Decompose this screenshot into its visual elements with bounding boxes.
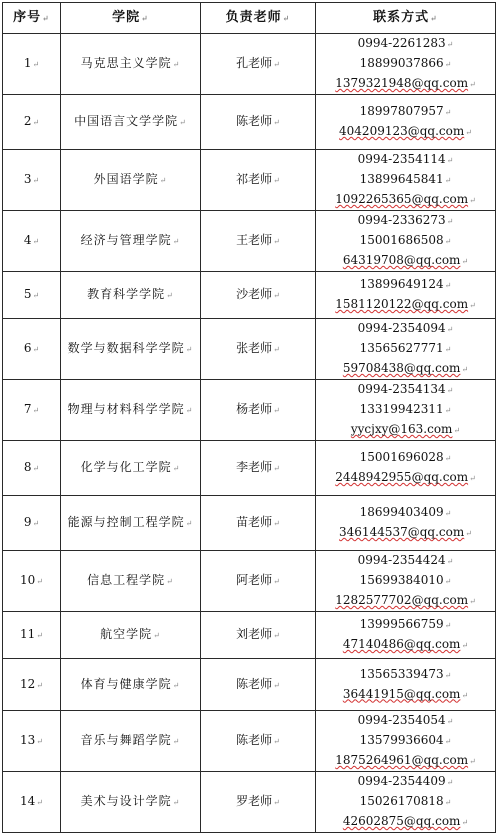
row-index-cell: 9↵ [3, 496, 61, 551]
contact-phone: 0994-2336273↵ [357, 213, 454, 227]
contact-cell [316, 772, 496, 833]
school-name-cell: 美术与设计学院↵ [61, 772, 201, 833]
teacher-name-cell: 李老师↵ [201, 441, 316, 496]
school-name-cell: 教育科学学院↵ [61, 272, 201, 319]
teacher-name-cell: 王老师↵ [201, 211, 316, 272]
contact-email: 404209123@qq.com↵ [339, 124, 472, 138]
table-row [3, 612, 496, 659]
table-row [3, 150, 496, 211]
contact-email: 59708438@qq.com↵ [342, 361, 469, 375]
school-name-cell: 航空学院↵ [61, 612, 201, 659]
contact-cell [316, 34, 496, 95]
contact-email: yycjxy@163.com↵ [350, 422, 461, 436]
header-school: 学院↵ [61, 3, 201, 34]
contact-phone: 13999566759↵ [359, 617, 452, 631]
contact-phone: 13579936604↵ [359, 733, 452, 747]
contact-cell [316, 211, 496, 272]
row-index-cell: 1↵ [3, 34, 61, 95]
contact-phone: 15001686508↵ [359, 233, 452, 247]
table-row [3, 319, 496, 380]
teacher-name-cell: 孔老师↵ [201, 34, 316, 95]
contact-phone: 15026170818↵ [359, 794, 452, 808]
row-index-cell: 14↵ [3, 772, 61, 833]
header-contact: 联系方式↵ [316, 3, 496, 34]
table-row [3, 380, 496, 441]
school-name-cell: 物理与材料科学学院↵ [61, 380, 201, 441]
contacts-table [2, 2, 496, 833]
contact-cell [316, 272, 496, 319]
contact-cell [316, 496, 496, 551]
teacher-name-cell: 刘老师↵ [201, 612, 316, 659]
contact-email: 2448942955@qq.com↵ [335, 470, 476, 484]
school-name-cell: 信息工程学院↵ [61, 551, 201, 612]
contact-cell [316, 711, 496, 772]
contact-cell [316, 95, 496, 150]
contact-email: 36441915@qq.com↵ [342, 686, 469, 701]
contact-phone: 13565627771↵ [359, 341, 452, 355]
table-row [3, 211, 496, 272]
teacher-name-cell: 苗老师↵ [201, 496, 316, 551]
contact-cell [316, 319, 496, 380]
table-row [3, 34, 496, 95]
row-index-cell: 7↵ [3, 380, 61, 441]
school-name-cell: 数学与数据科学学院↵ [61, 319, 201, 380]
row-index-cell: 8↵ [3, 441, 61, 496]
teacher-name-cell: 陈老师↵ [201, 659, 316, 711]
table-row [3, 659, 496, 711]
contact-email: 1875264961@qq.com↵ [335, 753, 476, 767]
table-row [3, 711, 496, 772]
row-index-cell: 3↵ [3, 150, 61, 211]
row-index-cell: 11↵ [3, 612, 61, 659]
contact-email: 1379321948@qq.com↵ [335, 76, 476, 90]
contact-phone: 0994-2354134↵ [357, 382, 454, 396]
contact-phone: 0994-2261283↵ [357, 36, 454, 50]
table-body [3, 34, 496, 833]
school-name-cell: 能源与控制工程学院↵ [61, 496, 201, 551]
teacher-name-cell: 祁老师↵ [201, 150, 316, 211]
contact-phone: 0994-2354094↵ [357, 321, 454, 335]
table-row [3, 772, 496, 833]
contact-phone: 0994-2354114↵ [357, 152, 454, 166]
contact-phone: 0994-2354424↵ [357, 553, 454, 567]
header-teacher: 负责老师↵ [201, 3, 316, 34]
contact-email: 1282577702@qq.com↵ [335, 593, 476, 607]
contact-phone: 15699384010↵ [359, 573, 452, 587]
row-index-cell: 12↵ [3, 659, 61, 711]
contact-phone: 15001696028↵ [359, 450, 452, 464]
teacher-name-cell: 沙老师↵ [201, 272, 316, 319]
row-index-cell: 4↵ [3, 211, 61, 272]
teacher-name-cell: 陈老师↵ [201, 711, 316, 772]
row-index-cell: 10↵ [3, 551, 61, 612]
contact-cell [316, 441, 496, 496]
contact-cell [316, 380, 496, 441]
contact-phone: 18699403409↵ [359, 505, 452, 519]
row-index-cell: 13↵ [3, 711, 61, 772]
school-name-cell: 外国语学院↵ [61, 150, 201, 211]
row-index-cell: 6↵ [3, 319, 61, 380]
contact-cell [316, 659, 496, 711]
contact-email: 42602875@qq.com↵ [342, 814, 469, 828]
teacher-name-cell: 罗老师↵ [201, 772, 316, 833]
table-row [3, 272, 496, 319]
contact-phone: 0994-2354054↵ [357, 713, 454, 727]
table-header-row [3, 3, 496, 34]
contact-phone: 13899649124↵ [359, 277, 452, 291]
contact-cell [316, 551, 496, 612]
contact-phone: 18899037866↵ [359, 56, 452, 70]
school-name-cell: 中国语言文学学院↵ [61, 95, 201, 150]
header-index: 序号↵ [3, 3, 61, 34]
contact-phone: 18997807957↵ [359, 104, 452, 118]
contact-phone: 13899645841↵ [359, 172, 452, 186]
table-row [3, 95, 496, 150]
table-row [3, 496, 496, 551]
teacher-name-cell: 陈老师↵ [201, 95, 316, 150]
table-row [3, 551, 496, 612]
contact-email: 47140486@qq.com↵ [342, 637, 469, 651]
contact-email: 1581120122@qq.com↵ [335, 297, 476, 311]
row-index-cell: 5↵ [3, 272, 61, 319]
contact-phone: 0994-2354409↵ [357, 774, 454, 788]
row-index-cell: 2↵ [3, 95, 61, 150]
contact-email: 346144537@qq.com↵ [339, 525, 472, 539]
teacher-name-cell: 阿老师↵ [201, 551, 316, 612]
school-name-cell: 马克思主义学院↵ [61, 34, 201, 95]
school-name-cell: 经济与管理学院↵ [61, 211, 201, 272]
table-row [3, 441, 496, 496]
school-name-cell: 体育与健康学院↵ [61, 659, 201, 711]
teacher-name-cell: 杨老师↵ [201, 380, 316, 441]
contact-phone: 13319942311↵ [359, 402, 452, 416]
school-name-cell: 音乐与舞蹈学院↵ [61, 711, 201, 772]
contact-phone: 13565339473↵ [359, 666, 452, 681]
school-name-cell: 化学与化工学院↵ [61, 441, 201, 496]
contact-cell [316, 150, 496, 211]
contact-email: 64319708@qq.com↵ [342, 253, 469, 267]
contact-email: 1092265365@qq.com↵ [335, 192, 476, 206]
contact-cell [316, 612, 496, 659]
teacher-name-cell: 张老师↵ [201, 319, 316, 380]
